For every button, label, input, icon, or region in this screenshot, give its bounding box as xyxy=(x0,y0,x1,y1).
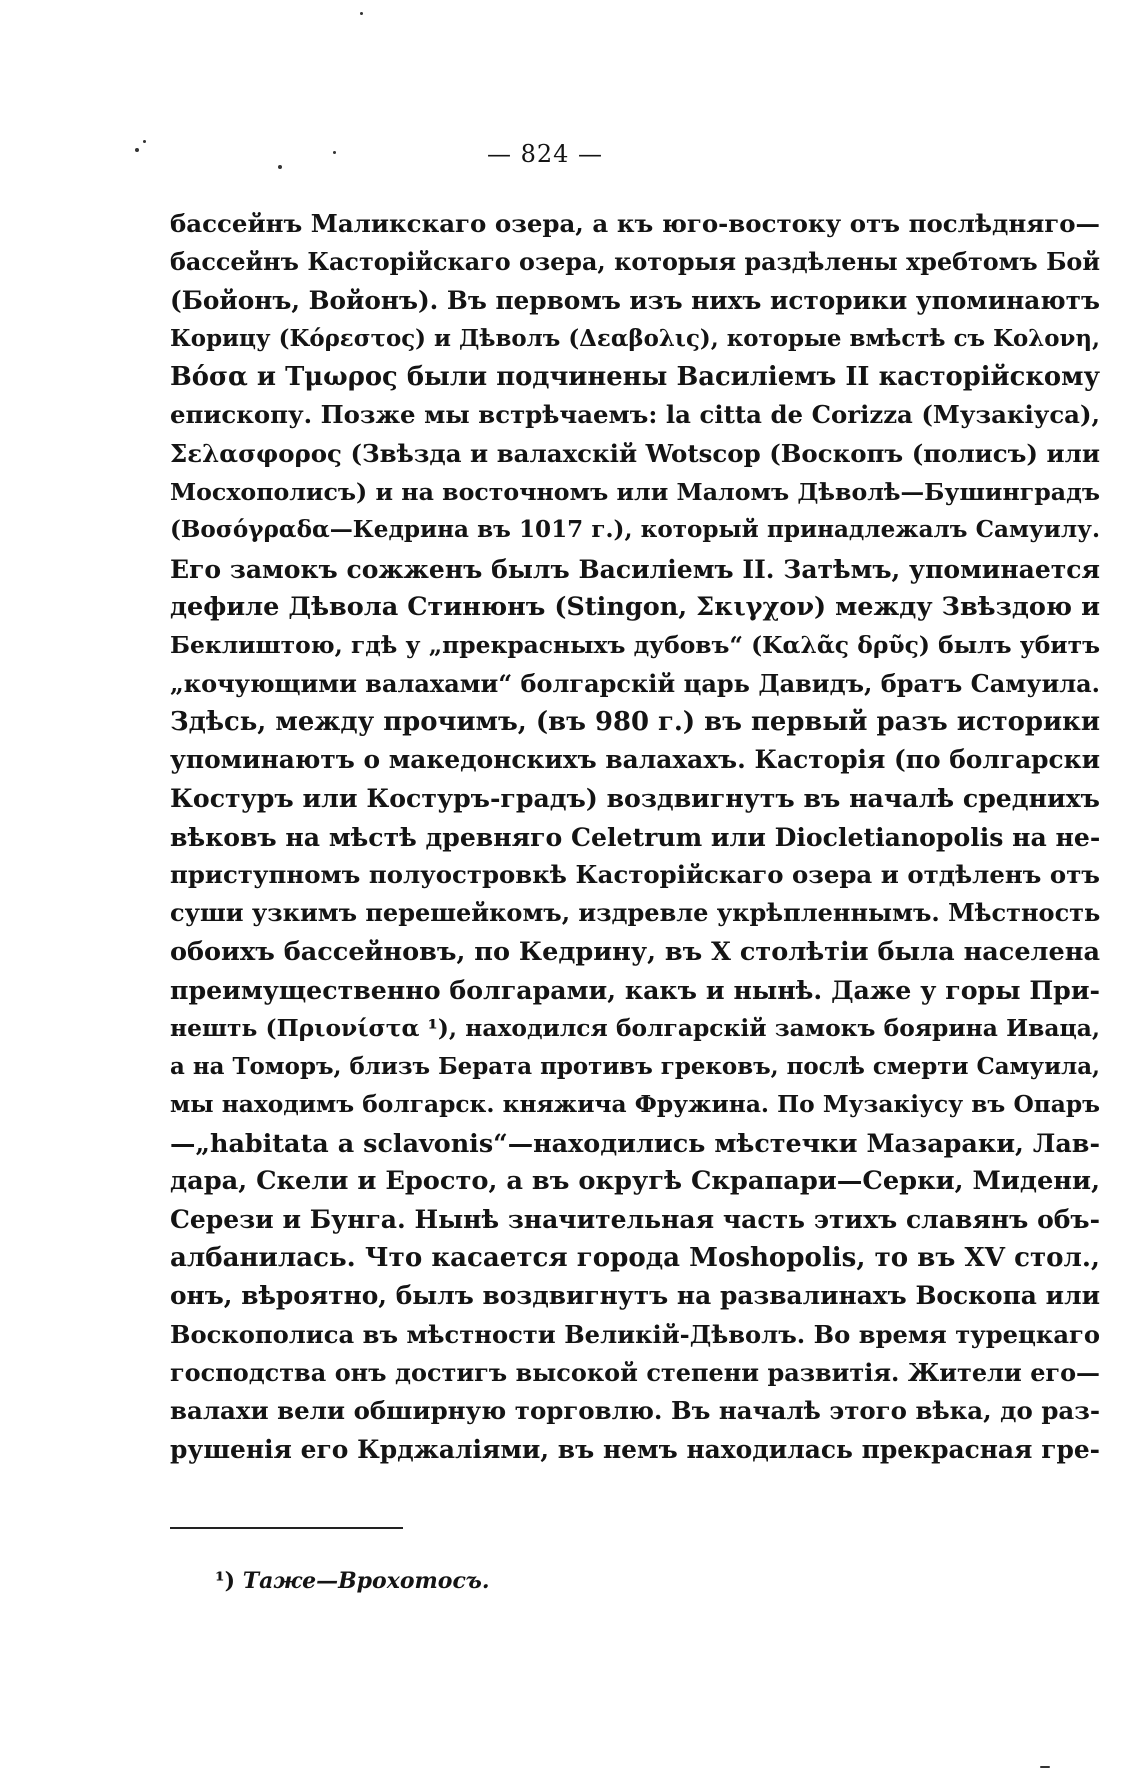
text-line: упоминаютъ о македонскихъ валахахъ. Касторія (по болгарски xyxy=(170,745,1100,775)
text-line: Серези и Бунга. Нынѣ значительная часть этихъ славянъ объ- xyxy=(170,1204,1100,1234)
footnote-marker: ¹) xyxy=(215,1568,236,1594)
text-line: албанилась. Что касается города Moshopolis, то въ XV стол., xyxy=(170,1243,1100,1274)
text-line: дефиле Дѣвола Стинюнъ (Stingon, Σκιγχον) между Звѣздою и xyxy=(170,591,1100,622)
text-line: преимущественно болгарами, какъ и нынѣ. Даже у горы При- xyxy=(170,974,1100,1005)
text-line: Воскополиса въ мѣстности Великій-Дѣволъ. Во время турецкаго xyxy=(170,1319,1100,1349)
text-line: (Βοσόγραδα—Кедрина въ 1017 г.), который принадлежалъ Самуилу. xyxy=(170,516,1100,544)
text-line: Здѣсь, между прочимъ, (въ 980 г.) въ первый разъ историки xyxy=(170,706,1100,737)
text-line: Беклиштою, гдѣ у „прекрасныхъ дубовъ“ (Καλᾶς δρῦς) былъ убитъ xyxy=(170,631,1100,660)
text-line: (Бойонъ, Войонъ). Въ первомъ изъ нихъ историки упоминаютъ xyxy=(170,285,1100,315)
print-speck xyxy=(1040,1766,1050,1768)
text-line: дара, Скели и Еросто, а въ округѣ Скрапари—Серки, Мидени, xyxy=(170,1166,1100,1197)
text-line: суши узкимъ перешейкомъ, издревле укрѣпленнымъ. Мѣстность xyxy=(170,898,1101,928)
text-line: епископу. Позже мы встрѣчаемъ: la citta de Corizza (Музакіуса), xyxy=(170,400,1100,430)
text-line: Костуръ или Костуръ-градъ) воздвигнутъ въ началѣ среднихъ xyxy=(170,783,1100,814)
footnote-text: Таже—Врохотосъ. xyxy=(242,1568,490,1594)
text-line: Σελασφορος (Звѣзда и валахскій Wotscop (Воскопъ (полисъ) или xyxy=(170,438,1100,468)
text-line: мы находимъ болгарск. княжича Фружина. По Музакіусу въ Опаръ xyxy=(170,1090,1100,1118)
footnote-separator xyxy=(170,1527,403,1529)
text-line: бассейнъ Маликскаго озера, а къ юго-востоку отъ послѣдняго— xyxy=(170,209,1100,238)
text-line: вѣковъ на мѣстѣ древняго Celetrum или Diocletianopolis на не- xyxy=(170,821,1101,852)
footnote xyxy=(215,1568,490,1594)
text-line: рушенія его Крджаліями, въ немъ находилась прекрасная гре- xyxy=(170,1434,1100,1464)
page-number: — 824 — xyxy=(486,140,604,168)
print-speck xyxy=(360,12,363,15)
text-line: —„habitata a sclavonis“—находились мѣстечки Мазараки, Лав- xyxy=(170,1128,1100,1159)
text-line: бассейнъ Касторійскаго озера, которыя раздѣлены хребтомъ Бой xyxy=(170,248,1100,277)
text-line: Мосхополисъ) и на восточномъ или Маломъ Дѣволѣ—Бушинградъ xyxy=(170,478,1100,507)
main-text xyxy=(170,205,1100,1469)
text-line: Его замокъ сожженъ былъ Василіемъ II. Затѣмъ, упоминается xyxy=(170,553,1100,584)
text-line: приступномъ полуостровкѣ Касторійскаго озера и отдѣленъ отъ xyxy=(170,860,1100,890)
text-line: валахи вели обширную торговлю. Въ началѣ этого вѣка, до раз- xyxy=(170,1396,1100,1426)
text-line: Корицу (Κόρεστος) и Дѣволъ (Δεαβολις), которые вмѣстѣ съ Κολονη, xyxy=(170,325,1100,352)
text-line: а на Томоръ, близъ Берата противъ грековъ, послѣ смерти Самуила, xyxy=(170,1052,1100,1080)
text-line: нешть (Πριονίστα ¹), находился болгарскій замокъ боярина Иваца, xyxy=(170,1014,1100,1043)
text-line: Βόσα и Τμωρος были подчинены Василіемъ II касторійскому xyxy=(170,362,1100,393)
text-line: господства онъ достигъ высокой степени развитія. Жители его— xyxy=(170,1358,1100,1387)
text-line: „кочующими валахами“ болгарскій царь Давидъ, братъ Самуила. xyxy=(170,668,1100,698)
text-line: онъ, вѣроятно, былъ воздвигнутъ на развалинахъ Воскопа или xyxy=(170,1281,1100,1311)
text-line: обоихъ бассейновъ, по Кедрину, въ X столѣтіи была населена xyxy=(170,936,1100,967)
